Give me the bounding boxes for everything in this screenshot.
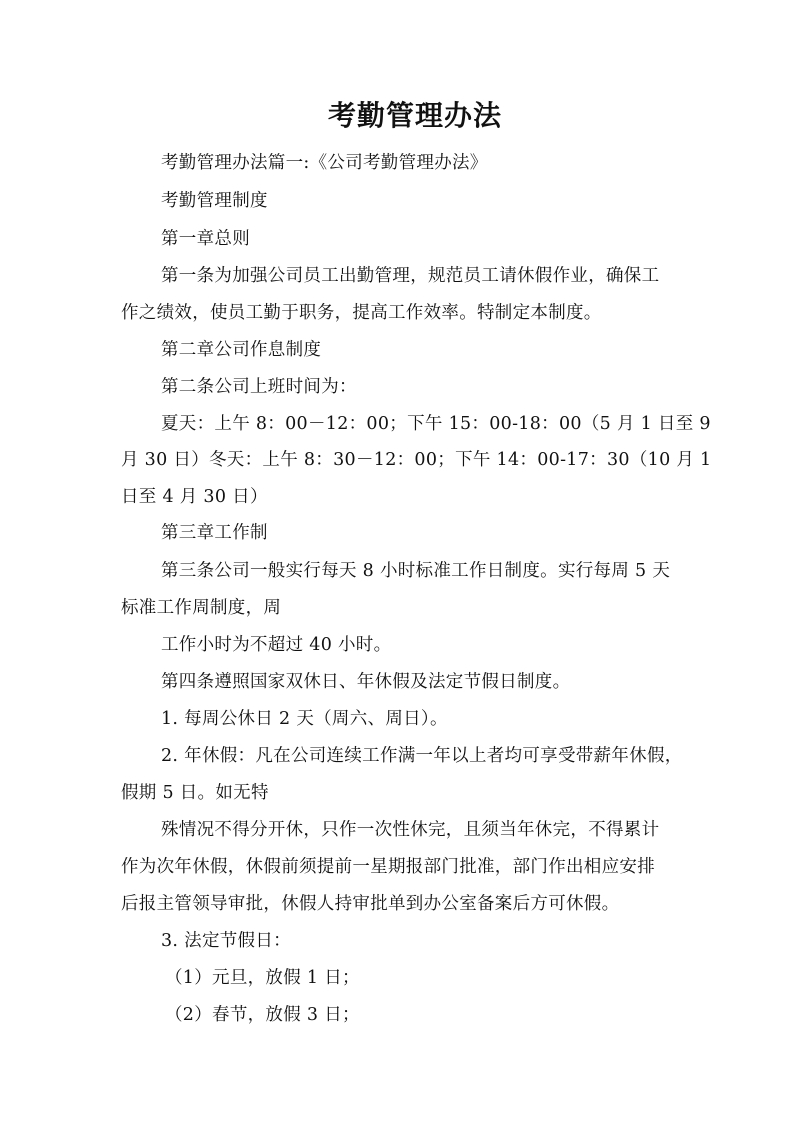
document-title: 考勤管理办法 (327, 99, 502, 132)
paragraph-line: 第三章工作制 (161, 523, 268, 543)
paragraph-line: 殊情况不得分开休，只作一次性休完，且须当年休完，不得累计 (161, 820, 660, 840)
paragraph-line: 第二章公司作息制度 (161, 340, 322, 360)
paragraph-line: 作之绩效，使员工勤于职务，提高工作效率。特制定本制度。 (121, 303, 602, 323)
paragraph-line: 第三条公司一般实行每天 8 小时标准工作日制度。实行每周 5 天 (161, 561, 671, 581)
paragraph-line: 考勤管理办法篇一:《公司考勤管理办法》 (161, 153, 488, 173)
paragraph-line: （1）元旦，放假 1 日； (165, 968, 360, 988)
paragraph-line: 第一章总则 (161, 229, 250, 249)
paragraph-line: 后报主管领导审批，休假人持审批单到办公室备案后方可休假。 (121, 894, 620, 914)
paragraph-line: 作为次年休假，休假前须提前一星期报部门批准，部门作出相应安排 (121, 857, 655, 877)
paragraph-line: 假期 5 日。如无特 (121, 783, 269, 803)
paragraph-line: 夏天：上午 8：00－12：00；下午 15：00-18：00（5 月 1 日至 9 (161, 414, 711, 434)
paragraph-line: 工作小时为不超过 40 小时。 (161, 635, 392, 655)
paragraph-line: 第一条为加强公司员工出勤管理，规范员工请休假作业，确保工 (161, 266, 660, 286)
paragraph-line: 2. 年休假：凡在公司连续工作满一年以上者均可享受带薪年休假， (161, 746, 683, 766)
paragraph-line: 3. 法定节假日： (161, 931, 291, 951)
paragraph-line: 月 30 日）冬天：上午 8：30－12：00；下午 14：00-17：30（10 月 1 (121, 450, 712, 470)
paragraph-line: 第二条公司上班时间为： (161, 377, 357, 397)
paragraph-line: 标准工作周制度，周 (121, 598, 282, 618)
paragraph-line: 考勤管理制度 (161, 191, 268, 211)
paragraph-line: 1. 每周公休日 2 天（周六、周日）。 (161, 709, 448, 729)
paragraph-line: （2）春节，放假 3 日； (165, 1005, 360, 1025)
paragraph-line: 第四条遵照国家双休日、年休假及法定节假日制度。 (161, 672, 571, 692)
paragraph-line: 日至 4 月 30 日） (121, 487, 268, 507)
